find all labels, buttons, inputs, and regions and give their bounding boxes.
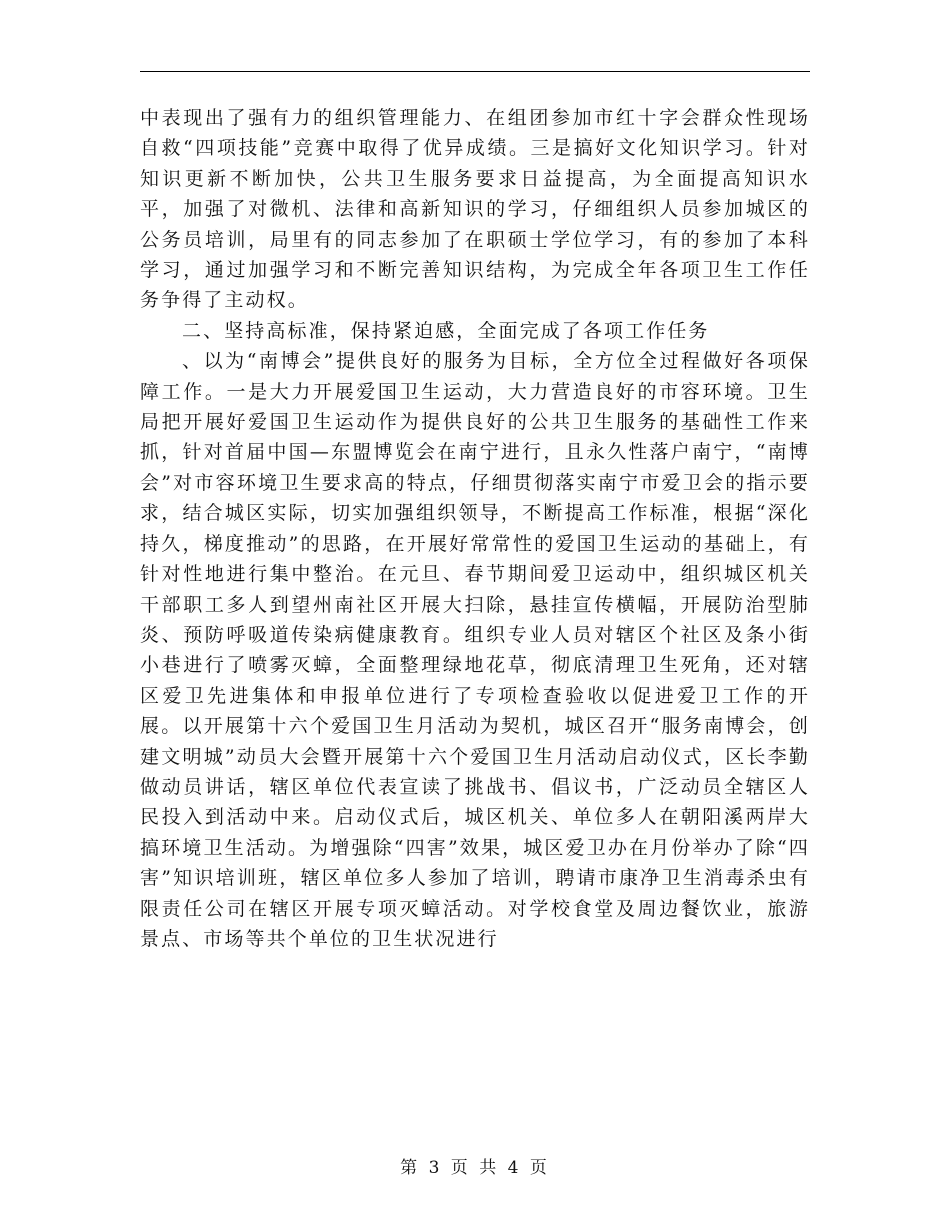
paragraph-body: 、以为“南博会”提供良好的服务为目标，全方位全过程做好各项保障工作。一是大力开展爱国卫生运动，大力营造良好的市容环境。卫生局把开展好爱国卫生运动作为提供良好的公共卫生服务的基础性工作来抓，针对首届中国—东盟博览会在南宁进行，且永久性落户南宁，“南博会”对市容环境卫生要求高的特点，仔细贯彻落实南宁市爱卫会的指示要求，结合城区实际，切实加强组织领导，不断提高工作标准，根据“深化持久，梯度推动”的思路，在开展好常常性的爱国卫生运动的基础上，有针对性地进行集中整治。在元旦、春节期间爱卫运动中，组织城区机关干部职工多人到望州南社区开展大扫除，悬挂宣传横幅，开展防治型肺炎、预防呼吸道传染病健康教育。组织专业人员对辖区个社区及条小街小巷进行了喷雾灭蟑，全面整理绿地花草，彻底清理卫生死角，还对辖区爱卫先进集体和申报单位进行了专项检查验收以促进爱卫工作的开展。以开展第十六个爱国卫生月活动为契机，城区召开“服务南博会，创建文明城”动员大会暨开展第十六个爱国卫生月活动启动仪式，区长李勤做动员讲话，辖区单位代表宣读了挑战书、倡议书，广泛动员全辖区人民投入到活动中来。启动仪式后，城区机关、单位多人在朝阳溪两岸大搞环境卫生活动。为增强除“四害”效果，城区爱卫办在月份举办了除“四害”知识培训班，辖区单位多人参加了培训，聘请市康净卫生消毒杀虫有限责任公司在辖区开展专项灭蟑活动。对学校食堂及周边餐饮业，旅游景点、市场等共个单位的卫生状况进行 [140,350,810,950]
page-number-footer: 第 3 页 共 4 页 [400,1158,550,1178]
document-body [140,103,810,954]
section-heading: 二、坚持高标准，保持紧迫感，全面完成了各项工作任务 [182,319,710,342]
paragraph-continuation: 中表现出了强有力的组织管理能力、在组团参加市红十字会群众性现场自救“四项技能”竞赛中取得了优异成绩。三是搞好文化知识学习。针对知识更新不断加快，公共卫生服务要求日益提高，为全面提高知识水平，加强了对微机、法律和高新知识的学习，仔细组织人员参加城区的公务员培训，局里有的同志参加了在职硕士学位学习，有的参加了本科学习，通过加强学习和不断完善知识结构，为完成全年各项卫生工作任务争得了主动权。 [140,107,810,312]
header-rule [140,71,810,72]
